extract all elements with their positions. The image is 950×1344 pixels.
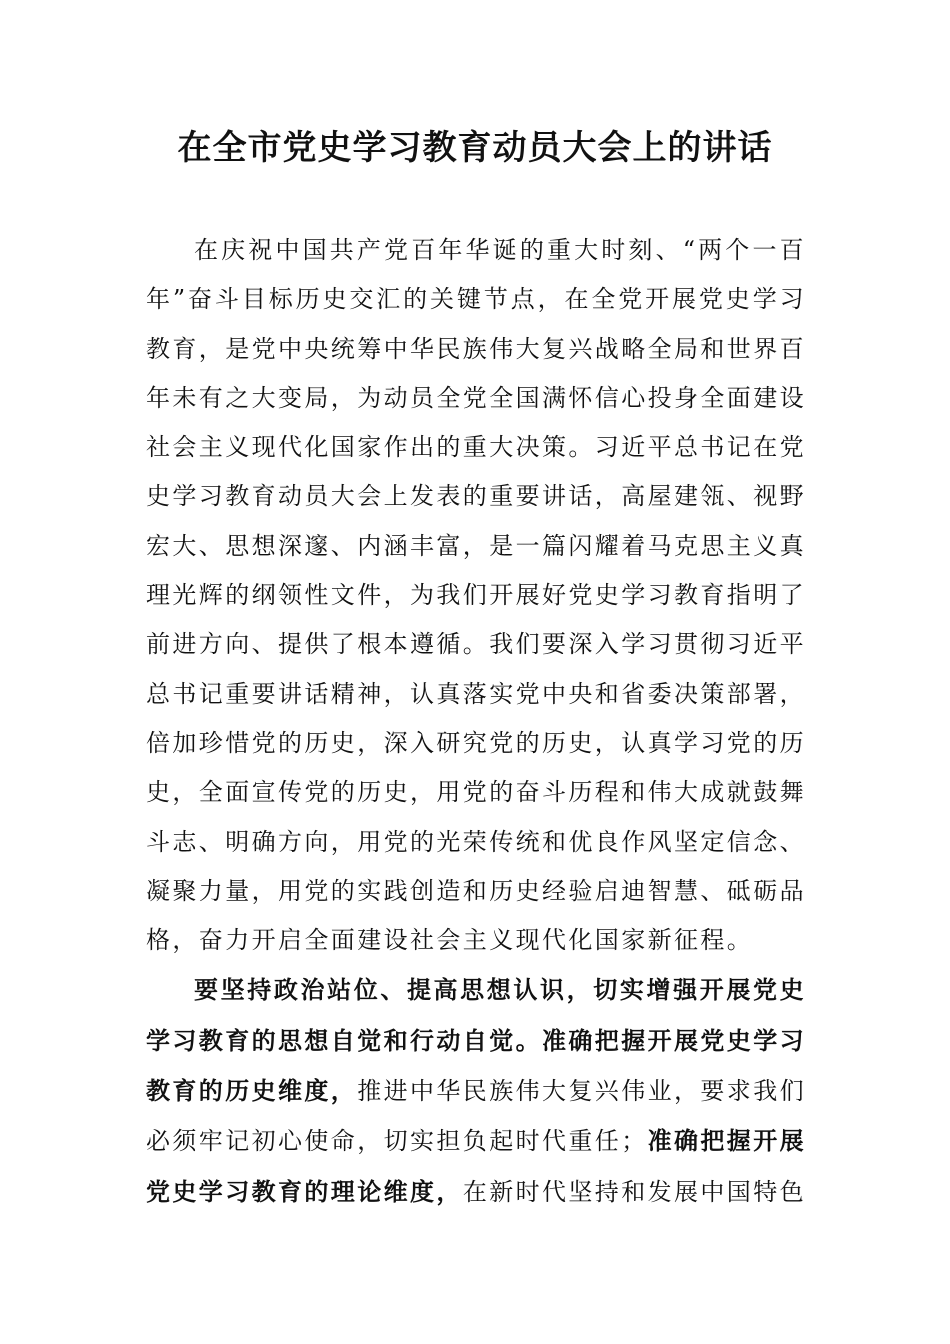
bold-heading-text: 要坚持政治站位、提高思想认识，切实增强开展党史学习教育的思想自觉和行动自觉。准确把握开展党史学习教育的历史维度，: [146, 975, 806, 1106]
document-body: [146, 226, 806, 1217]
paragraph-text: 推进中华民族伟大复兴伟业，要求我们必须牢记初心使命，切实担负起时代重任；: [146, 1077, 807, 1156]
bold-heading-text: 准确把握开展党史学习教育的理论维度，: [146, 1126, 807, 1206]
paragraph-political-stance: [146, 965, 806, 1216]
paragraph-intro: [146, 226, 806, 965]
paragraph-text: 在新时代坚持和发展中国特色: [462, 1177, 807, 1206]
document-title: 在全市党史学习教育动员大会上的讲话: [177, 128, 773, 168]
paragraph-text: 在庆祝中国共产党百年华诞的重大时刻、“两个一百年”奋斗目标历史交汇的关键节点，在全党开展党史学习教育，是党中央统筹中华民族伟大复兴战略全局和世界百年未有之大变局，为动员全党全国满怀信心投身全面建设社会主义现代化国家作出的重大决策。习近平总书记在党史学习教育动员大会上发表的重要讲话，高屋建瓴、视野宏大、思想深邃、内涵丰富，是一篇闪耀着马克思主义真理光辉的纲领性文件，为我们开展好党史学习教育指明了前进方向、提供了根本遵循。我们要深入学习贯彻习近平总书记重要讲话精神，认真落实党中央和省委决策部署，倍加珍惜党的历史，深入研究党的历史，认真学习党的历史，全面宣传党的历史，用党的奋斗历程和伟大成就鼓舞斗志、明确方向，用党的光荣传统和优良作风坚定信念、凝聚力量，用党的实践创造和历史经验启迪智慧、砥砺品格，奋力开启全面建设社会主义现代化国家新征程。: [146, 236, 806, 955]
